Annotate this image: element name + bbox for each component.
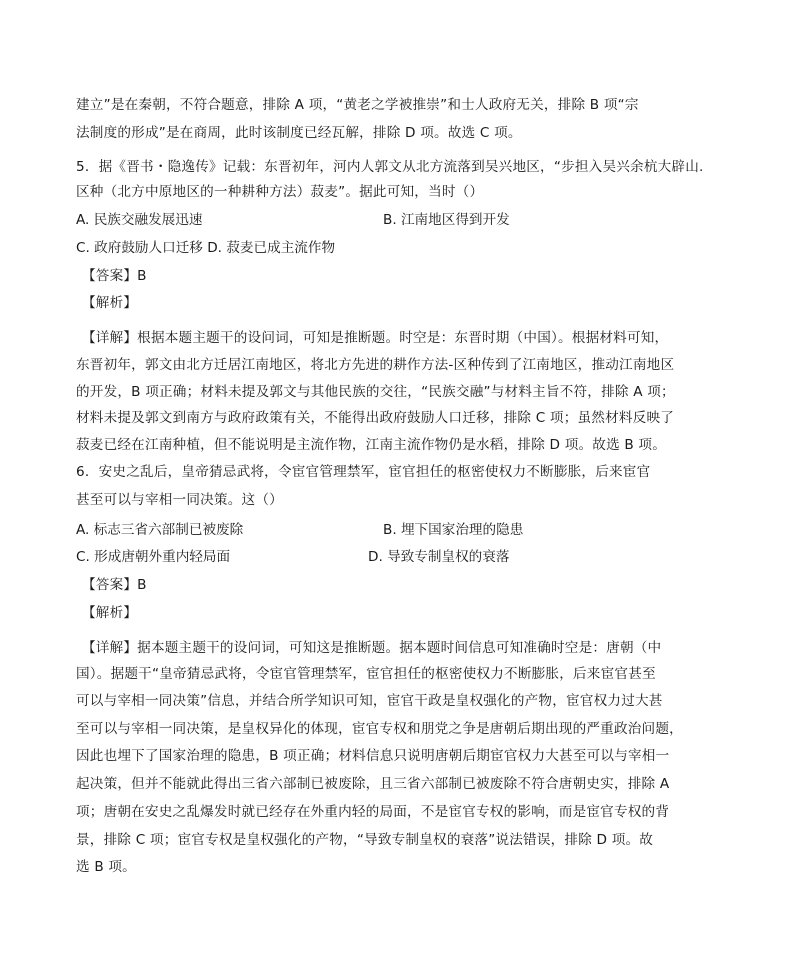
q5-option-c-d: C. 政府鼓励人口迁移 D. 菽麦已成主流作物	[76, 240, 336, 256]
q5-stem-line-1: 5．据《晋书・隐逸传》记载：东晋初年，河内人郭文从北方流落到吴兴地区，“步担入吴兴余杭大辟山.	[76, 159, 704, 175]
q6-option-a: A. 标志三省六部制已被废除	[76, 522, 244, 538]
q6-detail-line-3: 可以与宰相一同决策”信息，并结合所学知识可知，宦官干政是皇权强化的产物，宦官权力过大甚	[76, 693, 663, 709]
q4-explanation-line-2: 法制度的形成”是在商周，此时该制度已经瓦解，排除 D 项。故选 C 项。	[76, 125, 522, 141]
q5-detail-line-3: 的开发，B 项正确；材料未提及郭文与其他民族的交往，“民族交融”与材料主旨不符，排除 A 项；	[76, 384, 675, 400]
q6-detail-line-7: 项；唐朝在安史之乱爆发时就已经存在外重内轻的局面，不是宦官专权的影响，而是宦官专权的背	[76, 804, 670, 820]
q6-detail-line-9: 选 B 项。	[76, 859, 136, 875]
q5-option-a: A. 民族交融发展迅速	[76, 212, 203, 228]
q6-detail-line-4: 至可以与宰相一同决策，是皇权异化的体现，宦官专权和朋党之争是唐朝后期出现的严重政治问题，	[76, 721, 683, 737]
q6-analysis-label: 【解析】	[82, 605, 138, 621]
q6-option-b: B. 埋下国家治理的隐患	[383, 522, 524, 538]
q5-stem-line-2: 区种（北方中原地区的一种耕种方法）菽麦”。据此可知，当时（）	[76, 184, 484, 200]
q5-option-b: B. 江南地区得到开发	[383, 212, 510, 228]
q6-detail-line-1: 【详解】据本题主题干的设问词，可知这是推断题。据本题时间信息可知准确时空是：唐朝（中	[82, 640, 662, 656]
q5-detail-line-5: 菽麦已经在江南种植，但不能说明是主流作物，江南主流作物仍是水稻，排除 D 项。故选 B 项。	[76, 437, 667, 453]
q6-detail-line-8: 景，排除 C 项；宦官专权是皇权强化的产物，“导致专制皇权的衰落”说法错误，排除 D 项。故	[76, 832, 654, 848]
q5-analysis-label: 【解析】	[82, 295, 138, 311]
q6-detail-line-5: 因此也埋下了国家治理的隐患，B 项正确；材料信息只说明唐朝后期宦官权力大甚至可以与宰相一	[76, 748, 670, 764]
q6-detail-line-6: 起决策，但并不能就此得出三省六部制已被废除，且三省六部制已被废除不符合唐朝史实，排除 A	[76, 776, 670, 792]
q6-stem-line-2: 甚至可以与宰相一同决策。这（）	[76, 492, 283, 508]
q5-detail-line-4: 材料未提及郭文到南方与政府政策有关，不能得出政府鼓励人口迁移，排除 C 项；虽然材料反映了	[76, 410, 675, 426]
q5-detail-line-2: 东晋初年，郭文由北方迁居江南地区，将北方先进的耕作方法-区种传到了江南地区，推动江南地区	[76, 357, 675, 373]
q4-explanation-line-1: 建立”是在秦朝，不符合题意，排除 A 项，“黄老之学被推崇”和士人政府无关，排除 B 项“宗	[76, 97, 639, 113]
q5-answer: 【答案】B	[82, 268, 147, 284]
q6-stem-line-1: 6．安史之乱后，皇帝猜忌武将，令宦官管理禁军，宦官担任的枢密使权力不断膨胀，后来宦官	[76, 464, 651, 480]
q5-detail-line-1: 【详解】根据本题主题干的设问词，可知是推断题。时空是：东晋时期（中国）。根据材料可知，	[82, 330, 669, 346]
q6-option-c: C. 形成唐朝外重内轻局面	[76, 549, 231, 565]
q6-answer: 【答案】B	[82, 577, 147, 593]
q6-option-d: D. 导致专制皇权的衰落	[368, 549, 510, 565]
q6-detail-line-2: 国）。据题干“皇帝猜忌武将，令宦官管理禁军，宦官担任的枢密使权力不断膨胀，后来宦官甚至	[76, 666, 656, 682]
